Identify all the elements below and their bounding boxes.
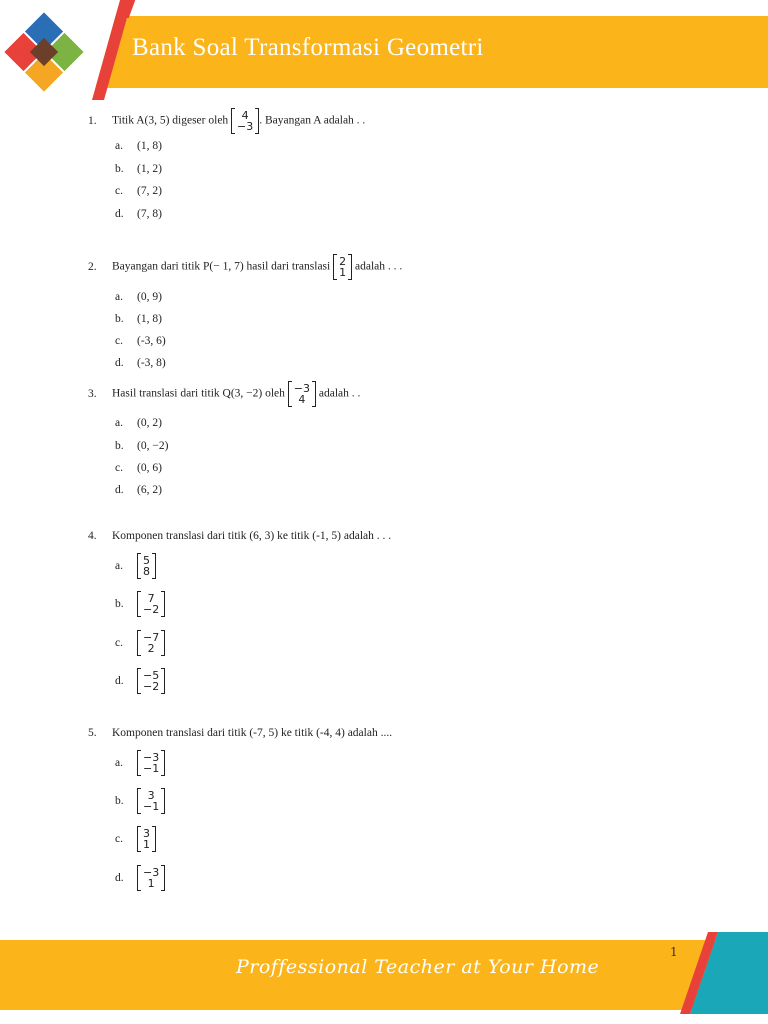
option-5b[interactable]	[115, 788, 165, 814]
vector-bottom: 1	[143, 838, 150, 851]
answer-vector	[137, 630, 165, 656]
option-label: d.	[115, 208, 124, 220]
vector-bottom: −2	[143, 603, 160, 616]
option-4d[interactable]	[115, 668, 165, 694]
option-2d[interactable]	[115, 357, 166, 369]
option-5c[interactable]	[115, 826, 156, 852]
vector-top: 3	[147, 789, 155, 802]
option-1a[interactable]	[115, 140, 162, 152]
option-label: b.	[115, 440, 124, 452]
option-3b[interactable]	[115, 440, 168, 452]
option-3a[interactable]	[115, 417, 162, 429]
option-5a[interactable]	[115, 750, 165, 776]
vector-bottom: −3	[237, 120, 254, 133]
vector-top: 5	[143, 554, 150, 567]
vector-top: −3	[143, 866, 160, 879]
vector-bottom: −1	[143, 762, 160, 775]
option-4a[interactable]	[115, 553, 156, 579]
question-text: Hasil translasi dari titik Q(3, −2) oleh	[112, 387, 285, 400]
vector-bottom: 4	[298, 393, 306, 406]
option-value: (-3, 6)	[137, 335, 166, 347]
option-2b[interactable]	[115, 313, 162, 325]
option-value: (1, 8)	[137, 140, 162, 152]
vector-bottom: 1	[339, 266, 347, 279]
answer-vector	[137, 553, 156, 579]
answer-vector	[137, 750, 165, 776]
question-number: 2.	[88, 260, 97, 273]
question-3	[88, 381, 360, 407]
option-value: (7, 2)	[137, 185, 162, 197]
option-label: a.	[115, 291, 123, 303]
question-4	[88, 530, 391, 542]
option-label: a.	[115, 559, 123, 572]
option-4c[interactable]	[115, 630, 165, 656]
option-label: c.	[115, 462, 123, 474]
option-label: a.	[115, 417, 123, 429]
translation-vector	[231, 108, 259, 134]
answer-vector	[137, 865, 165, 891]
option-value: (7, 8)	[137, 208, 162, 220]
question-2	[88, 254, 402, 280]
option-label: d.	[115, 484, 124, 496]
translation-vector	[333, 254, 352, 280]
page-number: 1	[670, 945, 678, 959]
option-label: c.	[115, 832, 123, 845]
option-1d[interactable]	[115, 208, 162, 220]
page-title: Bank Soal Transformasi Geometri	[132, 34, 484, 61]
option-label: d.	[115, 357, 124, 369]
vector-top: −7	[143, 631, 160, 644]
footer-tagline: Proffessional Teacher at Your Home	[236, 956, 600, 978]
vector-top: 4	[241, 109, 249, 122]
option-label: c.	[115, 185, 123, 197]
option-label: b.	[115, 794, 124, 807]
option-label: d.	[115, 871, 124, 884]
vector-top: 2	[339, 255, 347, 268]
option-4b[interactable]	[115, 591, 165, 617]
option-label: a.	[115, 140, 123, 152]
option-3d[interactable]	[115, 484, 162, 496]
option-label: b.	[115, 313, 124, 325]
answer-vector	[137, 788, 165, 814]
vector-bottom: −1	[143, 800, 160, 813]
footer-accent	[678, 932, 768, 1014]
option-value: (0, 6)	[137, 462, 162, 474]
vector-top: −3	[143, 751, 160, 764]
question-text: Bayangan dari titik P(− 1, 7) hasil dari translasi	[112, 260, 331, 273]
question-number: 4.	[88, 530, 97, 542]
question-text-end: . Bayangan A adalah . .	[259, 114, 366, 127]
question-number: 3.	[88, 387, 97, 400]
question-text: Titik A(3, 5) digeser oleh	[112, 114, 229, 127]
option-label: c.	[115, 335, 123, 347]
vector-top: 3	[143, 827, 150, 840]
option-label: b.	[115, 597, 124, 610]
vector-bottom: −2	[143, 680, 160, 693]
option-value: (1, 8)	[137, 313, 162, 325]
vector-top: 7	[147, 592, 155, 605]
question-text: Komponen translasi dari titik (6, 3) ke titik (-1, 5) adalah . . .	[112, 530, 392, 542]
option-2a[interactable]	[115, 291, 162, 303]
vector-bottom: 2	[147, 642, 155, 655]
option-1c[interactable]	[115, 185, 162, 197]
option-value: (1, 2)	[137, 163, 162, 175]
option-2c[interactable]	[115, 335, 166, 347]
vector-bottom: 1	[147, 877, 155, 890]
vector-top: −3	[293, 382, 310, 395]
translation-vector	[288, 381, 316, 407]
question-text-end: adalah . . .	[354, 260, 403, 273]
option-value: (6, 2)	[137, 484, 162, 496]
question-number: 5.	[88, 727, 97, 739]
option-label: b.	[115, 163, 124, 175]
option-5d[interactable]	[115, 865, 165, 891]
question-number: 1.	[88, 114, 97, 127]
logo	[0, 0, 140, 100]
answer-vector	[137, 826, 156, 852]
question-text: Komponen translasi dari titik (-7, 5) ke titik (-4, 4) adalah ....	[112, 727, 393, 739]
option-value: (-3, 8)	[137, 357, 166, 369]
option-label: c.	[115, 636, 123, 649]
vector-top: −5	[143, 669, 160, 682]
option-label: d.	[115, 674, 124, 687]
question-1	[88, 108, 365, 134]
option-value: (0, 2)	[137, 417, 162, 429]
question-text-end: adalah . .	[318, 387, 361, 400]
question-5	[88, 727, 392, 739]
option-value: (0, −2)	[137, 440, 169, 452]
answer-vector	[137, 591, 165, 617]
option-label: a.	[115, 756, 123, 769]
answer-vector	[137, 668, 165, 694]
option-1b[interactable]	[115, 163, 162, 175]
vector-bottom: 8	[143, 565, 150, 578]
option-value: (0, 9)	[137, 291, 162, 303]
option-3c[interactable]	[115, 462, 162, 474]
